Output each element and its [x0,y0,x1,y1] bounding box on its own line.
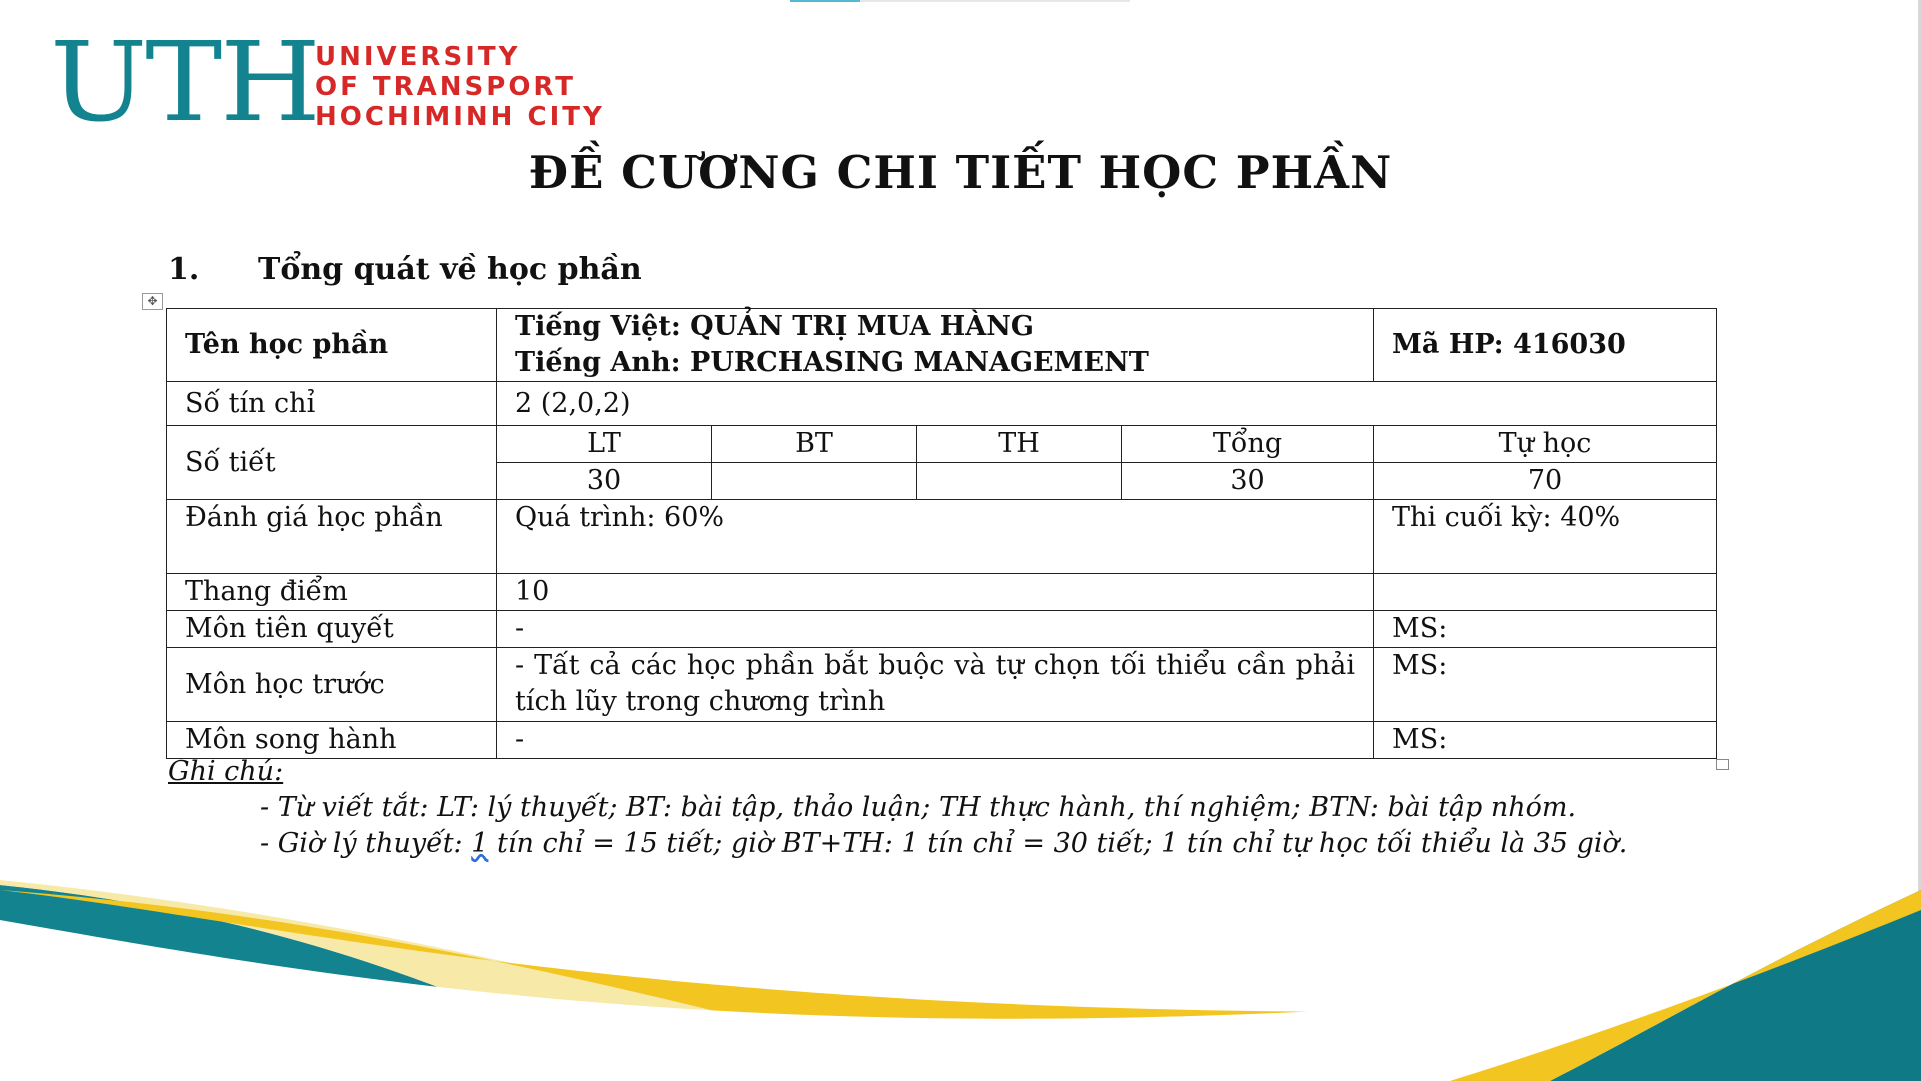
course-info-table [166,308,1717,759]
course-name-vi: Tiếng Việt: QUẢN TRỊ MUA HÀNG [515,311,1034,342]
prereq-ms: MS: [1374,611,1717,648]
document-title: ĐỀ CƯƠNG CHI TIẾT HỌC PHẦN [528,146,1393,199]
logo-line-2: OF TRANSPORT [315,72,577,102]
decorative-wave-footer [0,850,1921,1081]
table-row [167,611,1717,648]
periods-header-th: TH [917,426,1122,463]
prereq-label: Môn tiên quyết [167,611,497,648]
table-row [167,382,1717,426]
top-line-accent [790,0,860,2]
notes-block [168,754,1718,862]
logo-letters: UTH [50,18,319,146]
table-row [167,426,1717,463]
prior-value: - Tất cả các học phần bắt buộc và tự chọn tối thiểu cần phải tích lũy trong chương trình [497,648,1374,722]
uth-logo [50,18,650,146]
table-move-handle-icon[interactable]: ✥ [142,293,163,310]
table-row [167,648,1717,722]
course-name-en: Tiếng Anh: PURCHASING MANAGEMENT [515,347,1149,378]
credits-label: Số tín chỉ [167,382,497,426]
assessment-process: Quá trình: 60% [497,500,1374,574]
parallel-ms: MS: [1374,722,1717,759]
periods-header-self-study: Tự học [1374,426,1717,463]
prior-label: Môn học trước [167,648,497,722]
section-title: Tổng quát về học phần [258,252,642,287]
course-code: Mã HP: 416030 [1374,309,1717,382]
table-row [167,500,1717,574]
credits-value: 2 (2,0,2) [497,382,1717,426]
table-row [167,309,1717,382]
prior-ms: MS: [1374,648,1717,722]
notes-item-hours-post: tín chỉ = 15 tiết; giờ BT+TH: 1 tín chỉ = 30 tiết; 1 tín chỉ tự học tối thiểu là 35 giờ. [488,828,1628,859]
periods-value-bt [712,463,917,500]
logo-line-3: HOCHIMINH CITY [315,102,605,132]
logo-line-1: UNIVERSITY [315,42,521,72]
parallel-label: Môn song hành [167,722,497,759]
prereq-value: - [497,611,1374,648]
periods-value-total: 30 [1122,463,1374,500]
periods-value-self-study: 70 [1374,463,1717,500]
course-name-label: Tên học phần [167,309,497,382]
table-row [167,722,1717,759]
notes-item-abbreviations: - Từ viết tắt: LT: lý thuyết; BT: bài tập, thảo luận; TH thực hành, thí nghiệm; BTN: bài tập nhóm. [260,792,1577,823]
periods-header-lt: LT [497,426,712,463]
periods-value-th [917,463,1122,500]
section-heading [168,252,642,287]
scale-value: 10 [497,574,1374,611]
periods-value-lt: 30 [497,463,712,500]
table-row [167,574,1717,611]
scale-label: Thang điểm [167,574,497,611]
periods-header-total: Tổng [1122,426,1374,463]
logo-university-name [315,42,605,132]
scale-empty-cell [1374,574,1717,611]
notes-label: Ghi chú: [168,756,284,787]
parallel-value: - [497,722,1374,759]
periods-header-bt: BT [712,426,917,463]
notes-item-hours-mark: 1 [471,828,489,859]
course-name-cell [497,309,1374,382]
assessment-label: Đánh giá học phần [167,500,497,574]
periods-label: Số tiết [167,426,497,500]
notes-item-hours-pre: - Giờ lý thuyết: [260,828,472,859]
assessment-final: Thi cuối kỳ: 40% [1374,500,1717,574]
section-number: 1. [168,252,200,287]
